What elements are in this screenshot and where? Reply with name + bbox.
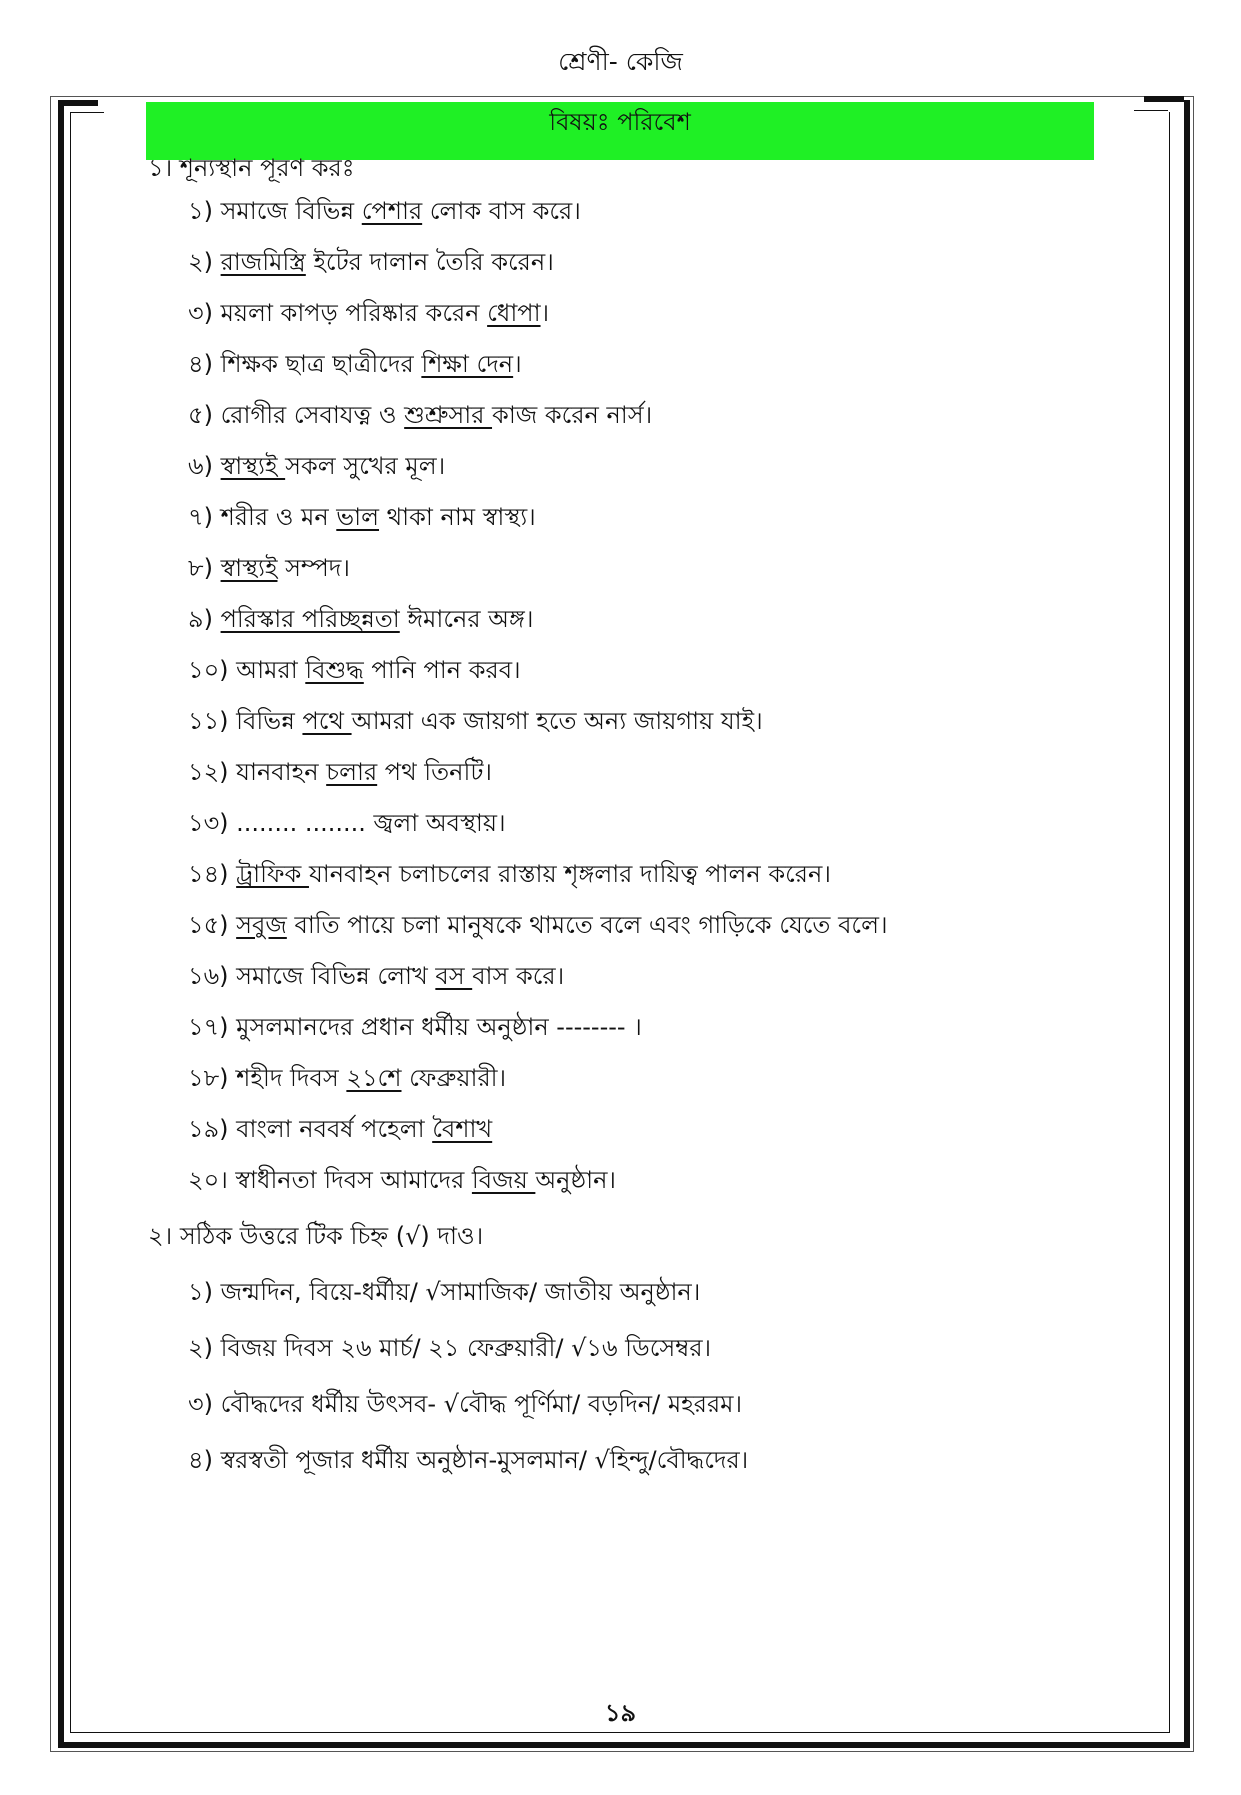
fill-item: ১৬) সমাজে বিভিন্ন লোখ বস বাস করে। [188,962,565,990]
border-corner-top-right [1144,96,1184,102]
page-number: ১৯ [604,1699,637,1727]
fill-item: ১৩) ........ ........ জ্বলা অবস্থায়। [188,809,506,837]
fill-item: ১৪) ট্রাফিক যানবাহন চলাচলের রাস্তায় শৃঙ্গলার দায়িত্ব পালন করেন। [188,860,831,888]
fill-item: ১৭) মুসলমানদের প্রধান ধর্মীয় অনুষ্ঠান -------- । [188,1013,642,1041]
section1-heading: ১। শূন্যস্থান পূরণ করঃ [148,154,355,182]
page-header-class: শ্রেণী- কেজি [558,47,683,76]
tick-item: ১) জন্মদিন, বিয়ে-ধর্মীয়/ √সামাজিক/ জাতীয় অনুষ্ঠান। [188,1278,701,1306]
fill-item: ৯) পরিস্কার পরিচ্ছন্নতা ঈমানের অঙ্গ। [188,605,534,633]
tick-item: ৩) বৌদ্ধদের ধর্মীয় উৎসব- √বৌদ্ধ পূর্ণিমা/ বড়দিন/ মহররম। [188,1390,743,1418]
fill-item: ৩) ময়লা কাপড় পরিষ্কার করেন ধোপা। [188,299,550,327]
fill-item: ১৮) শহীদ দিবস ২১শে ফেব্রুয়ারী। [188,1064,507,1092]
fill-item: ১) সমাজে বিভিন্ন পেশার লোক বাস করে। [188,197,581,225]
fill-item: ৫) রোগীর সেবাযত্ন ও শুশ্রুসার কাজ করেন নার্স। [188,401,653,429]
fill-item: ১২) যানবাহন চলার পথ তিনটি। [188,758,492,786]
fill-item: ৭) শরীর ও মন ভাল থাকা নাম স্বাস্থ্য। [188,503,536,531]
fill-item: ১৫) সবুজ বাতি পায়ে চলা মানুষকে থামতে বলে এবং গাড়িকে যেতে বলে। [188,911,888,939]
fill-item: ১০) আমরা বিশুদ্ধ পানি পান করব। [188,656,521,684]
fill-item: ২০। স্বাধীনতা দিবস আমাদের বিজয় অনুষ্ঠান। [188,1166,616,1194]
fill-item: ৮) স্বাস্থ্যই সম্পদ। [188,554,350,582]
fill-item: ১১) বিভিন্ন পথে আমরা এক জায়গা হতে অন্য জায়গায় যাই। [188,707,763,735]
fill-item: ৪) শিক্ষক ছাত্র ছাত্রীদের শিক্ষা দেন। [188,350,522,378]
fill-item: ২) রাজমিস্ত্রি ইটের দালান তৈরি করেন। [188,248,554,276]
fill-item: ১৯) বাংলা নববর্ষ পহেলা বৈশাখ [188,1115,493,1143]
border-corner-top-left-inner [70,112,104,113]
border-corner-top-left [58,100,98,106]
tick-item: ২) বিজয় দিবস ২৬ মার্চ/ ২১ ফেব্রুয়ারী/ √১৬ ডিসেম্বর। [188,1334,712,1362]
subject-banner: বিষয়ঃ পরিবেশ [146,102,1094,160]
section2-heading: ২। সঠিক উত্তরে টিক চিহ্ন (√) দাও। [148,1222,484,1250]
tick-item: ৪) স্বরস্বতী পূজার ধর্মীয় অনুষ্ঠান-মুসলমান/ √হিন্দু/বৌদ্ধদের। [188,1446,749,1474]
fill-item: ৬) স্বাস্থ্যই সকল সুখের মূল। [188,452,446,480]
border-corner-top-right-inner [1134,110,1168,111]
